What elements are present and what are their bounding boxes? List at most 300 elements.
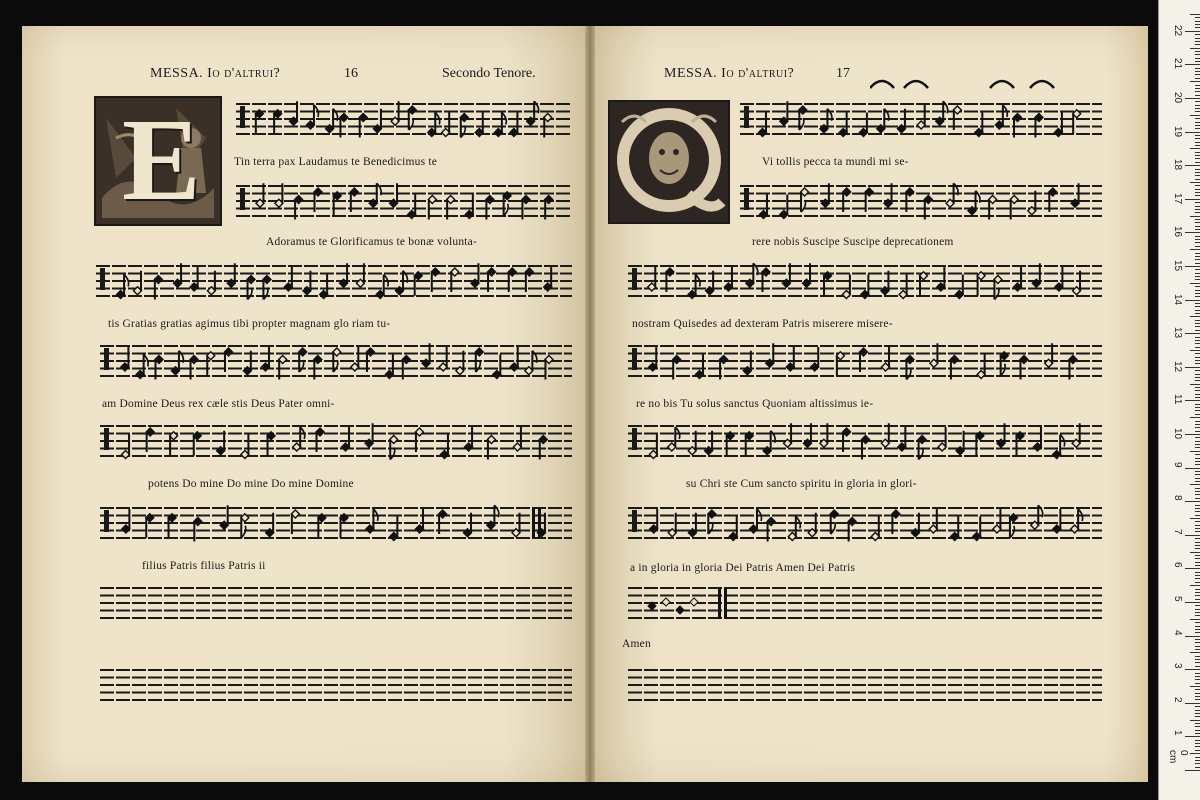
note	[1014, 267, 1022, 291]
note	[121, 347, 129, 371]
ruler-tick	[1195, 337, 1200, 338]
note	[465, 195, 473, 219]
lyric-line: su Chri ste Cum sancto spiritu in gloria in glori-	[686, 478, 917, 490]
ruler-tick	[1195, 253, 1200, 254]
clef-mark	[744, 188, 749, 210]
ruler-tick	[1195, 656, 1200, 657]
ruler-tick	[1195, 693, 1200, 694]
ruler-tick	[1195, 464, 1200, 465]
ruler-label: 3	[1172, 663, 1183, 669]
ruler-tick	[1195, 330, 1200, 331]
lyric-line: Tin terra pax Laudamus te Benedicimus te	[234, 156, 438, 168]
ruler-tick	[1195, 189, 1200, 190]
note	[938, 427, 946, 451]
ruler-tick	[1195, 626, 1200, 627]
note	[414, 272, 422, 296]
ruler-tick	[1195, 185, 1200, 186]
ruler-tick	[1195, 206, 1200, 207]
left-page	[22, 26, 588, 782]
ruler-tick	[1195, 673, 1200, 674]
note	[351, 347, 359, 371]
note	[1071, 509, 1083, 533]
ruler-tick	[1195, 582, 1200, 583]
ruler-tick	[1195, 565, 1200, 566]
clef-mark	[104, 428, 109, 450]
note	[668, 427, 680, 451]
ruler-label: 1	[1172, 730, 1183, 736]
ruler-tick	[1190, 417, 1200, 418]
note	[136, 355, 148, 379]
note	[513, 427, 521, 451]
note	[729, 517, 737, 541]
note	[836, 352, 844, 376]
ruler-tick	[1190, 686, 1200, 687]
ruler-tick	[1195, 679, 1200, 680]
ornamental-mask-illustration	[610, 102, 728, 222]
note	[1009, 514, 1017, 538]
note	[899, 275, 907, 299]
note	[929, 509, 937, 533]
lyric-line: filius Patris filius Patris ii	[142, 560, 266, 572]
note	[1016, 432, 1024, 456]
ruler-tick	[1195, 689, 1200, 690]
ruler-tick	[1195, 404, 1200, 405]
ruler-tick	[1190, 48, 1200, 49]
lyric-line: am Domine Deus rex cæle stis Deus Pater omni-	[102, 398, 335, 410]
ruler-label: 14	[1172, 293, 1183, 305]
clef-mark	[632, 268, 637, 290]
ruler-tick	[1195, 209, 1200, 210]
lyric-line: re no bis Tu solus sanctus Quoniam altissimus ie-	[636, 398, 874, 410]
ruler-tick	[1195, 323, 1200, 324]
ruler-tick	[1190, 518, 1200, 519]
staff-line-6	[628, 500, 1102, 552]
ruler-tick	[1195, 437, 1200, 438]
lyric-line: potens Do mine Do mine Do mine Domine	[148, 478, 354, 490]
ruler-tick	[1195, 273, 1200, 274]
ruler-tick	[1195, 447, 1200, 448]
ruler-tick	[1195, 498, 1200, 499]
ruler-tick	[1190, 148, 1200, 149]
ruler-tick	[1195, 51, 1200, 52]
ruler-tick	[1185, 400, 1200, 401]
note	[267, 432, 275, 456]
ruler-tick	[1195, 642, 1200, 643]
ruler-tick	[1185, 736, 1200, 737]
note	[503, 192, 511, 216]
left-page-number: 16	[344, 66, 358, 81]
ruler-tick	[1195, 54, 1200, 55]
ruler-tick	[1195, 239, 1200, 240]
ruler-tick	[1195, 609, 1200, 610]
ruler-tick	[1190, 115, 1200, 116]
ruler-tick	[1195, 152, 1200, 153]
ruler-tick	[1195, 347, 1200, 348]
lyric-line: Vi tollis pecca ta mundi mi se-	[762, 156, 909, 168]
note	[861, 275, 869, 299]
ruler-tick	[1195, 303, 1200, 304]
note	[882, 347, 890, 371]
ruler-tick	[1195, 740, 1200, 741]
ruler-tick	[1195, 135, 1200, 136]
ruler-tick	[1195, 78, 1200, 79]
note	[811, 347, 819, 371]
ruler-tick	[1195, 320, 1200, 321]
ruler-tick	[1195, 175, 1200, 176]
ruler-tick	[1195, 589, 1200, 590]
note	[649, 435, 657, 459]
ruler-tick	[1195, 474, 1200, 475]
ruler-tick	[1195, 622, 1200, 623]
note	[759, 113, 767, 137]
ruler-tick	[1195, 424, 1200, 425]
lyric-line: tis Gratias gratias agimus tibi propter magnam glo riam tu-	[108, 318, 391, 330]
staff-line-1	[740, 96, 1102, 148]
ruler-tick	[1185, 367, 1200, 368]
note	[376, 275, 388, 299]
note	[1000, 352, 1008, 376]
ruler-tick	[1195, 767, 1200, 768]
ruler-label: 12	[1172, 360, 1183, 372]
note	[366, 509, 378, 533]
ruler-tick	[1195, 562, 1200, 563]
ruler-tick	[1195, 488, 1200, 489]
left-header-title: MESSA. Io d'altrui?	[150, 66, 281, 81]
note	[842, 275, 850, 299]
ruler-tick	[1195, 595, 1200, 596]
note	[726, 432, 734, 456]
ruler-tick	[1195, 662, 1200, 663]
ruler-tick	[1195, 145, 1200, 146]
ruler-tick	[1185, 602, 1200, 603]
note	[745, 432, 753, 456]
ruler-tick	[1195, 592, 1200, 593]
ruler-tick	[1195, 505, 1200, 506]
ruler-tick	[1195, 471, 1200, 472]
ruler-tick	[1195, 259, 1200, 260]
note	[494, 113, 506, 137]
note	[261, 347, 269, 371]
ruler-tick	[1195, 508, 1200, 509]
note	[788, 517, 800, 541]
empty-staff-1	[100, 580, 572, 632]
note	[1053, 509, 1061, 533]
note	[510, 347, 518, 371]
ruler-tick	[1195, 118, 1200, 119]
ruler-tick	[1185, 31, 1200, 32]
ruler-tick	[1195, 461, 1200, 462]
ruler-tick	[1195, 222, 1200, 223]
ruler-tick	[1190, 451, 1200, 452]
note	[662, 598, 670, 606]
ruler-tick	[1195, 676, 1200, 677]
note	[951, 517, 959, 541]
staff-line-1	[236, 96, 572, 148]
lyric-line: Amen	[622, 638, 651, 650]
ruler-tick	[1195, 360, 1200, 361]
staff-line-5	[628, 418, 1102, 470]
ruler-tick	[1195, 306, 1200, 307]
ruler-tick	[1195, 629, 1200, 630]
ruler-tick	[1185, 535, 1200, 536]
clef-mark	[100, 268, 105, 290]
ruler-tick	[1195, 726, 1200, 727]
ruler-tick	[1195, 88, 1200, 89]
ruler-label: 13	[1172, 327, 1183, 339]
staff-line-4	[628, 338, 1102, 390]
ruler-tick	[1195, 128, 1200, 129]
final-staff	[628, 580, 1102, 632]
ruler-tick	[1195, 743, 1200, 744]
ruler-tick	[1190, 316, 1200, 317]
ruler-tick	[1195, 340, 1200, 341]
ruler-label: 21	[1172, 58, 1183, 70]
ruler-label: 19	[1172, 125, 1183, 137]
ruler-tick	[1195, 390, 1200, 391]
ruler-tick	[1195, 713, 1200, 714]
ruler-tick	[1190, 81, 1200, 82]
note	[1033, 427, 1041, 451]
ruler-tick	[1195, 394, 1200, 395]
right-page-number: 17	[836, 66, 850, 81]
ruler-tick	[1195, 276, 1200, 277]
ruler-label: 7	[1172, 528, 1183, 535]
ruler-tick	[1195, 407, 1200, 408]
ruler-label: 17	[1172, 192, 1183, 204]
ruler-tick	[1190, 249, 1200, 250]
note	[293, 427, 305, 451]
ruler-tick	[1195, 34, 1200, 35]
ruler-tick	[1185, 132, 1200, 133]
note	[695, 355, 703, 379]
note	[975, 113, 983, 137]
double-bar	[718, 588, 721, 618]
ruler-tick	[1195, 353, 1200, 354]
note	[786, 347, 794, 371]
ruler-tick	[1195, 263, 1200, 264]
note	[993, 509, 1001, 533]
note	[977, 355, 985, 379]
ruler-unit-label: 0 cm	[1167, 750, 1189, 764]
ruler-tick	[1195, 38, 1200, 39]
ruler-tick	[1195, 387, 1200, 388]
ruler-tick	[1195, 525, 1200, 526]
ruler-tick	[1185, 770, 1200, 771]
note	[937, 267, 945, 291]
staff-line-3	[96, 258, 572, 310]
ruler-label: 8	[1172, 495, 1183, 501]
ruler-tick	[1195, 169, 1200, 170]
ruler-tick	[1195, 74, 1200, 75]
ruler-label: 4	[1172, 629, 1183, 636]
note	[428, 113, 440, 137]
staff-line-5	[100, 418, 572, 470]
ruler-tick	[1195, 730, 1200, 731]
ruler-tick	[1195, 279, 1200, 280]
note	[750, 509, 762, 533]
ruler-tick	[1195, 290, 1200, 291]
ruler-tick	[1195, 555, 1200, 556]
ruler-tick	[1195, 192, 1200, 193]
ruler-tick	[1190, 585, 1200, 586]
ruler-tick	[1195, 212, 1200, 213]
ruler-tick	[1195, 61, 1200, 62]
clef-mark	[104, 510, 109, 532]
ruler-tick	[1190, 619, 1200, 620]
clef-mark	[240, 106, 245, 128]
lyric-line: Adoramus te Glorificamus te bonæ volunta-	[266, 236, 478, 248]
ruler-tick	[1195, 575, 1200, 576]
ruler-tick	[1195, 242, 1200, 243]
ruler-tick	[1195, 421, 1200, 422]
ruler-tick	[1195, 91, 1200, 92]
staff-line-2	[740, 178, 1102, 230]
ruler-tick	[1195, 17, 1200, 18]
ruler-tick	[1195, 195, 1200, 196]
note	[318, 514, 326, 538]
initial-letter: E	[122, 96, 201, 225]
ruler-tick	[1190, 720, 1200, 721]
ruler-tick	[1195, 639, 1200, 640]
ruler-tick	[1195, 558, 1200, 559]
ruler-label: 11	[1172, 394, 1183, 405]
clef-mark	[240, 188, 245, 210]
ruler-tick	[1195, 599, 1200, 600]
ruler-tick	[1195, 286, 1200, 287]
ruler-tick	[1195, 105, 1200, 106]
ruler-tick	[1195, 125, 1200, 126]
ruler-tick	[1195, 478, 1200, 479]
ruler-tick	[1195, 481, 1200, 482]
ruler-tick	[1185, 636, 1200, 637]
ruler-tick	[1195, 27, 1200, 28]
clef-mark	[744, 106, 749, 128]
ruler-tick	[1195, 410, 1200, 411]
ruler-label: 16	[1172, 226, 1183, 238]
note	[284, 267, 292, 291]
ruler-tick	[1190, 350, 1200, 351]
ruler-tick	[1195, 21, 1200, 22]
ruler-tick	[1185, 333, 1200, 334]
note	[207, 352, 215, 376]
empty-staff-2	[100, 662, 572, 714]
note	[544, 267, 552, 291]
staff-line-6	[100, 500, 572, 552]
ruler-label: 18	[1172, 159, 1183, 171]
book-gutter	[585, 26, 595, 782]
note	[117, 275, 129, 299]
ruler-tick	[1195, 444, 1200, 445]
ruler-tick	[1185, 468, 1200, 469]
ruler-tick	[1195, 374, 1200, 375]
note	[1053, 435, 1065, 459]
note	[650, 509, 658, 533]
ruler-tick	[1195, 172, 1200, 173]
ruler-tick	[1195, 706, 1200, 707]
ruler-label: 6	[1172, 562, 1183, 568]
ruler-tick	[1195, 612, 1200, 613]
ruler-tick	[1195, 649, 1200, 650]
ruler-label: 2	[1172, 696, 1183, 703]
note	[780, 195, 788, 219]
ruler-tick	[1195, 733, 1200, 734]
ruler-tick	[1185, 165, 1200, 166]
note	[1073, 110, 1081, 134]
ruler-tick	[1195, 85, 1200, 86]
ruler-tick	[1195, 24, 1200, 25]
note	[122, 509, 130, 533]
ruler-tick	[1190, 652, 1200, 653]
note	[1054, 113, 1062, 137]
note	[824, 272, 832, 296]
ruler-tick	[1195, 528, 1200, 529]
ruler-tick	[1195, 578, 1200, 579]
note	[919, 272, 927, 296]
decorated-initial-left	[94, 96, 222, 226]
ruler-tick	[1195, 531, 1200, 532]
staff-line-3	[628, 258, 1102, 310]
note	[871, 517, 879, 541]
ruler-tick	[1195, 256, 1200, 257]
ruler-tick	[1185, 300, 1200, 301]
ruler-tick	[1185, 64, 1200, 65]
left-voice-part: Secondo Tenore.	[442, 66, 536, 81]
ruler-tick	[1190, 283, 1200, 284]
ruler-tick	[1195, 41, 1200, 42]
ruler-tick	[1195, 716, 1200, 717]
note	[688, 275, 700, 299]
ruler-tick	[1195, 202, 1200, 203]
note	[255, 110, 263, 134]
note	[475, 113, 483, 137]
ruler-tick	[1195, 542, 1200, 543]
note	[190, 267, 198, 291]
note	[859, 113, 867, 137]
clef-mark	[632, 348, 637, 370]
lyric-line: nostram Quisedes ad dexteram Patris miserere misere-	[632, 318, 893, 330]
ruler-tick	[1195, 723, 1200, 724]
ruler-tick	[1190, 552, 1200, 553]
ruler-tick	[1195, 226, 1200, 227]
ruler-tick	[1185, 501, 1200, 502]
note	[973, 517, 981, 541]
ruler-tick	[1195, 68, 1200, 69]
ruler-tick	[1195, 293, 1200, 294]
note	[146, 514, 154, 538]
ruler-tick	[1195, 122, 1200, 123]
ruler-label: 20	[1172, 92, 1183, 104]
ruler-tick	[1195, 646, 1200, 647]
note	[917, 105, 925, 129]
ruler-tick	[1185, 266, 1200, 267]
ruler-tick	[1190, 484, 1200, 485]
ruler-tick	[1195, 363, 1200, 364]
ruler-tick	[1195, 659, 1200, 660]
ruler-tick	[1195, 95, 1200, 96]
ruler-tick	[1195, 538, 1200, 539]
ruler-tick	[1195, 219, 1200, 220]
note	[724, 267, 732, 291]
ruler-tick	[1195, 431, 1200, 432]
ruler-tick	[1195, 296, 1200, 297]
note	[649, 347, 657, 371]
ruler-tick	[1195, 760, 1200, 761]
note	[241, 435, 249, 459]
note	[122, 435, 130, 459]
note	[493, 355, 501, 379]
note	[955, 275, 963, 299]
ruler-tick	[1195, 162, 1200, 163]
